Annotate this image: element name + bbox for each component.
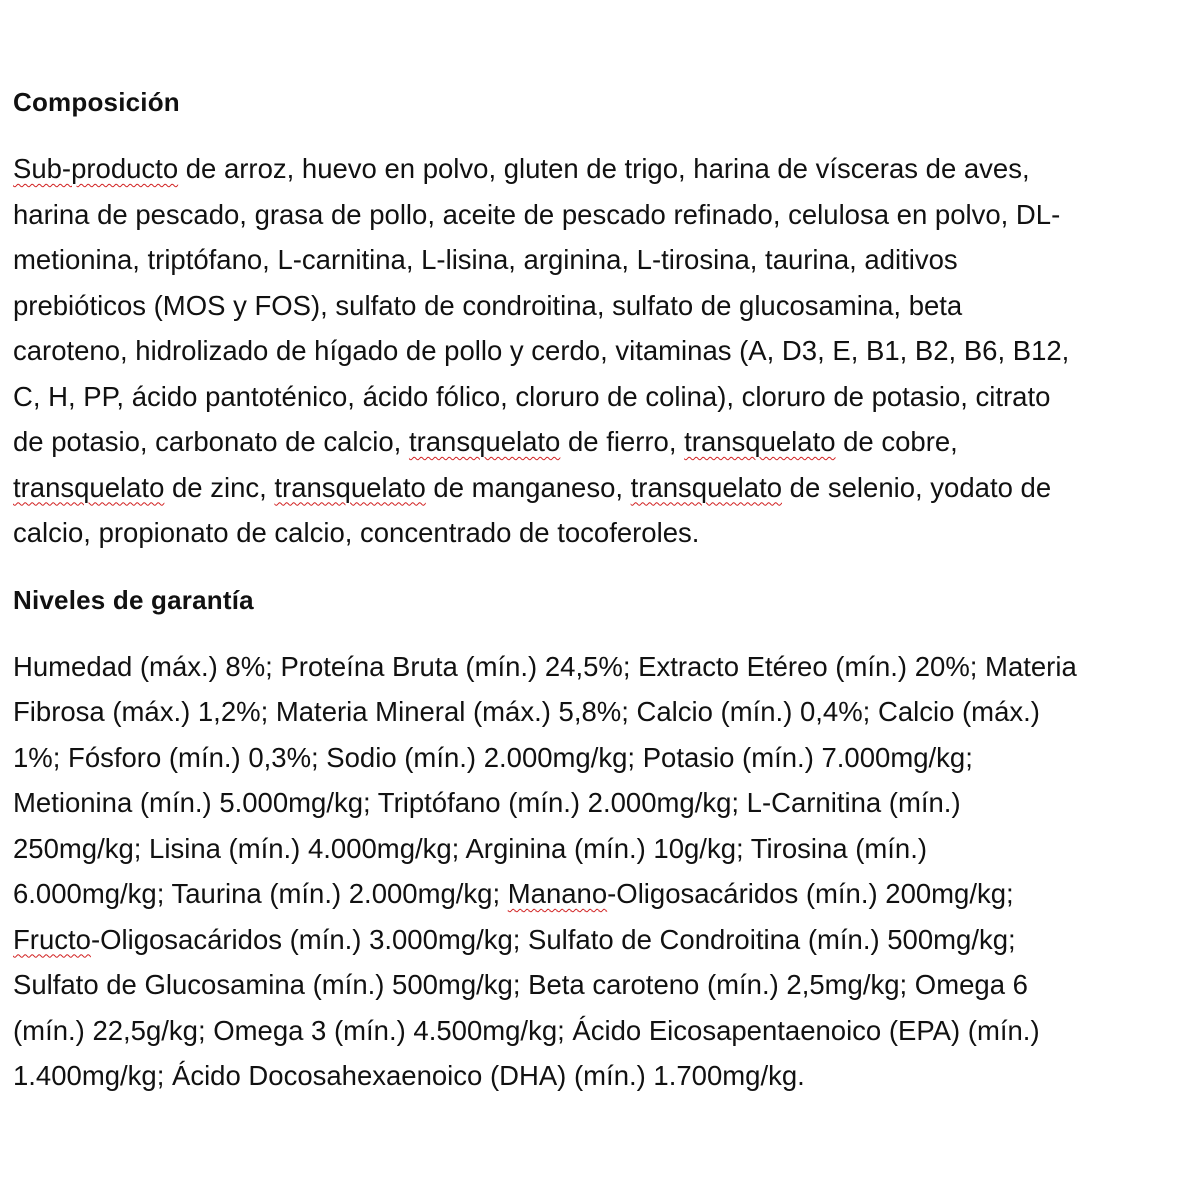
text-run: de zinc, <box>164 471 275 503</box>
text-line <box>13 328 1197 374</box>
text-run: de potasio, carbonato de calcio, <box>13 426 409 457</box>
text-line <box>13 283 1197 329</box>
text-line <box>13 374 1197 420</box>
text-run: harina de pescado, grasa de pollo, aceite de pescado refinado, celulosa en polvo, DL- <box>13 198 1061 230</box>
text-run: de selenio, yodato de <box>782 471 1052 503</box>
text-line <box>13 1008 1197 1054</box>
text-line <box>13 146 1197 192</box>
section-heading-composicion: Composición <box>13 87 180 117</box>
text-line <box>13 465 1197 511</box>
misspelled-word: Fructo <box>13 923 91 955</box>
misspelled-word: transquelato <box>408 426 561 457</box>
text-run: de manganeso, <box>425 471 631 503</box>
misspelled-word: Sub-producto <box>13 153 179 184</box>
text-line <box>13 1053 1197 1099</box>
misspelled-word: transquelato <box>630 471 783 503</box>
text-line <box>13 419 1197 465</box>
text-run: metionina, triptófano, L-carnitina, L-lisina, arginina, L-tirosina, taurina, aditivos <box>13 244 958 275</box>
text-run: -Oligosacáridos (mín.) 3.000mg/kg; Sulfato de Condroitina (mín.) 500mg/kg; <box>90 923 1016 955</box>
text-run: 1.400mg/kg; Ácido Docosahexaenoico (DHA) (mín.) 1.700mg/kg. <box>13 1060 805 1091</box>
text-line <box>13 689 1197 735</box>
text-run: 1%; Fósforo (mín.) 0,3%; Sodio (mín.) 2.000mg/kg; Potasio (mín.) 7.000mg/kg; <box>13 741 973 773</box>
text-run: calcio, propionato de calcio, concentrado de tocoferoles. <box>13 517 700 548</box>
document-body <box>13 80 1197 1099</box>
text-run: de cobre, <box>835 426 958 457</box>
misspelled-word: Manano <box>507 878 608 909</box>
text-run: 250mg/kg; Lisina (mín.) 4.000mg/kg; Arginina (mín.) 10g/kg; Tirosina (mín.) <box>13 832 927 864</box>
text-run: Humedad (máx.) 8%; Proteína Bruta (mín.) 24,5%; Extracto Etéreo (mín.) 20%; Materia <box>13 650 1077 682</box>
text-run: Sulfato de Glucosamina (mín.) 500mg/kg; Beta caroteno (mín.) 2,5mg/kg; Omega 6 <box>13 969 1028 1000</box>
text-line <box>13 735 1197 781</box>
text-run: -Oligosacáridos (mín.) 200mg/kg; <box>607 878 1014 909</box>
text-line <box>13 962 1197 1008</box>
text-run: de fierro, <box>560 426 685 457</box>
section-heading-niveles: Niveles de garantía <box>13 584 254 615</box>
text-line <box>13 192 1197 238</box>
text-run: Fibrosa (máx.) 1,2%; Materia Mineral (máx.) 5,8%; Calcio (mín.) 0,4%; Calcio (máx.) <box>13 696 1040 727</box>
text-run: Metionina (mín.) 5.000mg/kg; Triptófano (mín.) 2.000mg/kg; L-Carnitina (mín.) <box>13 787 961 818</box>
text-run: de arroz, huevo en polvo, gluten de trigo, harina de vísceras de aves, <box>178 153 1030 184</box>
text-line <box>13 917 1197 963</box>
text-line <box>13 871 1197 917</box>
text-line <box>13 826 1197 872</box>
misspelled-word: transquelato <box>684 426 836 457</box>
text-run: (mín.) 22,5g/kg; Omega 3 (mín.) 4.500mg/kg; Ácido Eicosapentaenoico (EPA) (mín.) <box>13 1014 1040 1046</box>
text-run: 6.000mg/kg; Taurina (mín.) 2.000mg/kg; <box>13 878 508 909</box>
text-line <box>13 510 1197 556</box>
text-line <box>13 237 1197 283</box>
niveles-paragraph <box>13 644 1197 1099</box>
text-run: C, H, PP, ácido pantoténico, ácido fólico, cloruro de colina), cloruro de potasio, citrato <box>13 380 1051 412</box>
text-line <box>13 644 1197 690</box>
misspelled-word: transquelato <box>274 471 426 503</box>
text-run: prebióticos (MOS y FOS), sulfato de condroitina, sulfato de glucosamina, beta <box>13 289 963 321</box>
composicion-paragraph <box>13 146 1197 556</box>
text-line <box>13 780 1197 826</box>
misspelled-word: transquelato <box>13 471 165 503</box>
text-run: caroteno, hidrolizado de hígado de pollo y cerdo, vitaminas (A, D3, E, B1, B2, B6, B12, <box>13 335 1070 366</box>
